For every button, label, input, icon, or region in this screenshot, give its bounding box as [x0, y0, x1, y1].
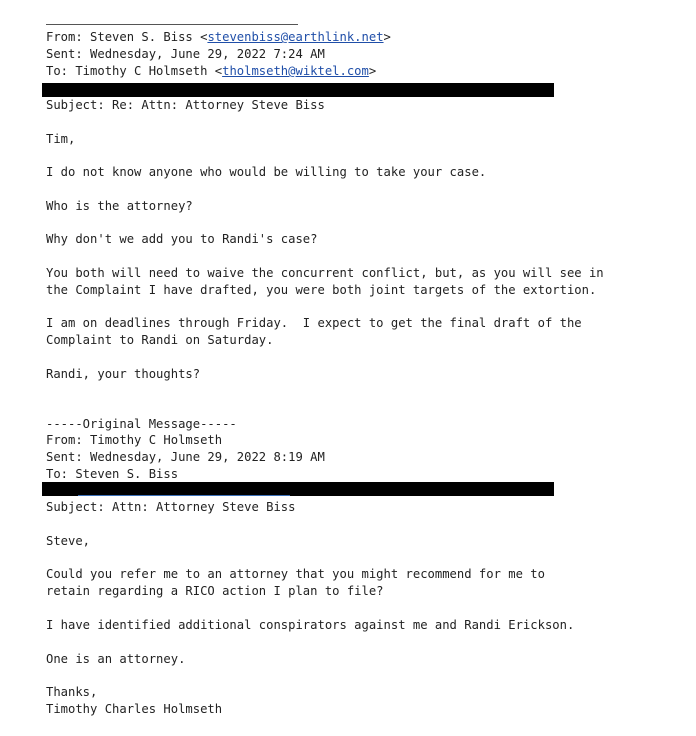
original-signoff: Thanks, — [46, 685, 98, 699]
reply-from-line — [46, 30, 391, 44]
reply-to-label: To: Timothy C Holmseth < — [46, 64, 223, 78]
reply-body-line: Complaint to Randi on Saturday. — [46, 333, 274, 347]
original-body-line: One is an attorney. — [46, 652, 186, 666]
reply-body-line: You both will need to waive the concurrent conflict, but, as you will see in — [46, 266, 604, 280]
reply-body-line: I do not know anyone who would be willing to take your case. — [46, 165, 487, 179]
original-to-line: To: Steven S. Biss — [46, 467, 179, 481]
reply-from-email-link[interactable]: stevenbiss@earthlink.net — [207, 30, 384, 44]
reply-body-line: I am on deadlines through Friday. I expect to get the final draft of the — [46, 316, 582, 330]
reply-to-line — [46, 64, 376, 78]
original-body-line: Could you refer me to an attorney that you might recommend for me to — [46, 567, 545, 581]
redaction-bar — [42, 482, 554, 496]
original-sent-line: Sent: Wednesday, June 29, 2022 8:19 AM — [46, 450, 325, 464]
original-subject-line: Subject: Attn: Attorney Steve Biss — [46, 500, 296, 514]
original-greeting: Steve, — [46, 534, 91, 548]
original-body-line: I have identified additional conspirators against me and Randi Erickson. — [46, 618, 575, 632]
reply-body-line: Why don't we add you to Randi's case? — [46, 232, 318, 246]
reply-from-label: From: Steven S. Biss < — [46, 30, 208, 44]
reply-body-line: Who is the attorney? — [46, 199, 193, 213]
reply-to-close: > — [368, 64, 377, 78]
header-divider — [46, 24, 298, 25]
reply-to-email-link[interactable]: tholmseth@wiktel.com — [222, 64, 369, 78]
original-signature: Timothy Charles Holmseth — [46, 702, 223, 716]
reply-body-line: the Complaint I have drafted, you were both joint targets of the extortion. — [46, 283, 597, 297]
original-from-line: From: Timothy C Holmseth — [46, 433, 223, 447]
reply-subject-line: Subject: Re: Attn: Attorney Steve Biss — [46, 98, 325, 112]
original-message-header: -----Original Message----- — [46, 417, 237, 431]
reply-greeting: Tim, — [46, 132, 76, 146]
original-body-line: retain regarding a RICO action I plan to file? — [46, 584, 384, 598]
reply-body-line: Randi, your thoughts? — [46, 367, 201, 381]
redaction-bar — [42, 83, 554, 97]
reply-from-close: > — [383, 30, 391, 44]
redacted-link-underline — [78, 495, 290, 496]
reply-sent-line: Sent: Wednesday, June 29, 2022 7:24 AM — [46, 47, 325, 61]
